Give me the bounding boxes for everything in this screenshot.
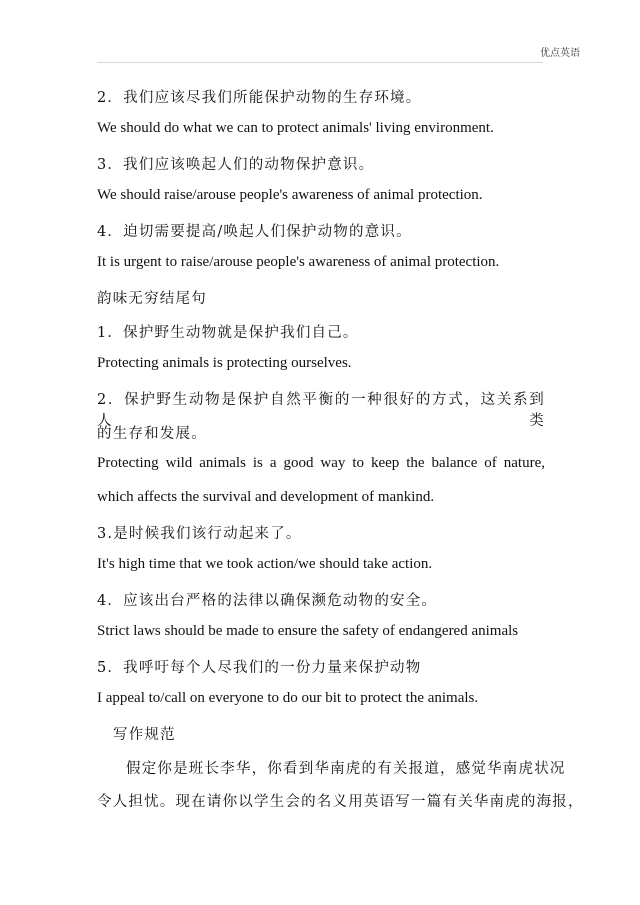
- text-line: I appeal to/call on everyone to do our bit to protect the animals.: [97, 690, 479, 706]
- section-heading: 写作规范: [113, 727, 176, 743]
- text-line: 3．我们应该唤起人们的动物保护意识。: [97, 157, 375, 173]
- text-line: It is urgent to raise/arouse people's awareness of animal protection.: [97, 254, 500, 270]
- text-line: 2．我们应该尽我们所能保护动物的生存环境。: [97, 90, 422, 106]
- text-line: 5．我呼吁每个人尽我们的一份力量来保护动物: [97, 660, 422, 676]
- text-line: Protecting animals is protecting ourselves.: [97, 355, 352, 371]
- text-line: 2．保护野生动物是保护自然平衡的一种很好的方式，这关系到人类: [97, 392, 545, 429]
- header-brand: 优点英语: [540, 48, 580, 59]
- text-line: 4．应该出台严格的法律以确保濒危动物的安全。: [97, 593, 438, 609]
- section-heading: 韵味无穷结尾句: [97, 291, 207, 307]
- text-line: which affects the survival and development of mankind.: [97, 489, 435, 505]
- text-line: Strict laws should be made to ensure the safety of endangered animals: [97, 623, 519, 639]
- text-line: It's high time that we took action/we should take action.: [97, 556, 433, 572]
- text-line: 4．迫切需要提高/唤起人们保护动物的意识。: [97, 224, 412, 240]
- header-divider: [97, 62, 543, 63]
- text-line: 假定你是班长李华，你看到华南虎的有关报道，感觉华南虎状况: [126, 761, 566, 777]
- text-line: We should do what we can to protect animals' living environment.: [97, 120, 494, 136]
- text-line: We should raise/arouse people's awareness of animal protection.: [97, 187, 483, 203]
- text-line: 令人担忧。现在请你以学生会的名义用英语写一篇有关华南虎的海报，: [97, 794, 584, 810]
- text-line: 3.是时候我们该行动起来了。: [97, 526, 302, 542]
- text-line: Protecting wild animals is a good way to keep the balance of nature,: [97, 455, 545, 471]
- text-line: 的生存和发展。: [97, 426, 207, 442]
- text-line: 1．保护野生动物就是保护我们自己。: [97, 325, 359, 341]
